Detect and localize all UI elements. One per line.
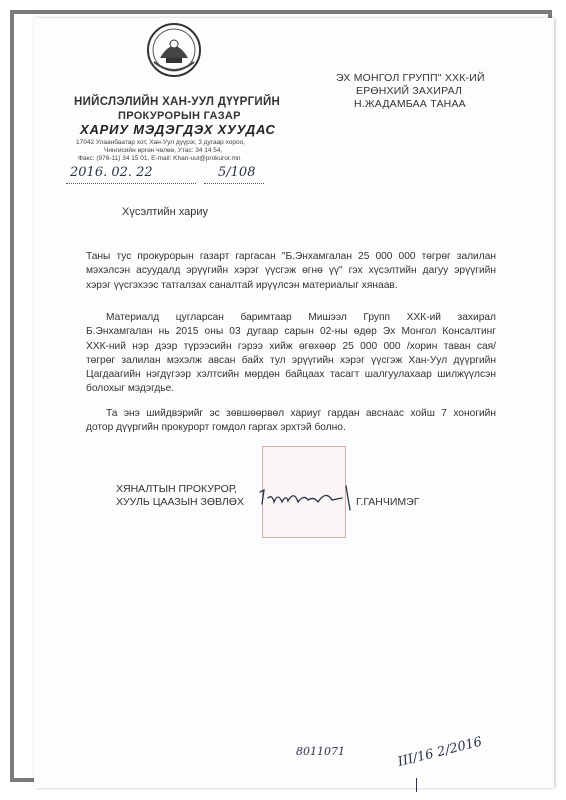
ink-mark bbox=[416, 778, 425, 792]
body-paragraph bbox=[86, 250, 496, 293]
signatory-title: ХУУЛЬ ЦААЗЫН ЗӨВЛӨХ bbox=[116, 496, 244, 508]
paragraph-line: дотор дүүргийн прокурорт гомдол гаргах эрхтэй болно. bbox=[86, 422, 346, 434]
paragraph-line: Материалд цугларсан баримтаар Мишээл Групп ХХК-ий захирал bbox=[106, 312, 496, 323]
handwritten-document-number: 5/108 bbox=[218, 165, 256, 180]
letter-subject: Хүсэлтийн хариу bbox=[122, 206, 208, 218]
handwritten-note: III/16 2/2016 bbox=[396, 734, 484, 770]
paragraph-line: Та энэ шийдвэрийг эс зөвшөөрвөл хариуг гардан авснаас хойш 7 хоногийн bbox=[106, 408, 496, 419]
address-line: Чингисийн өргөн чөлөө, Утас: 34 14 54, bbox=[104, 147, 223, 154]
recipient-position: ЕРӨНХИЙ ЗАХИРАЛ bbox=[356, 85, 463, 97]
paragraph-line: Б.Энхамгалан нь 2015 оны 03 дугаар сарын 02-ны өдөр Эх Монгол Консалтинг bbox=[86, 326, 496, 338]
paragraph-line: болохыг мэдэгдье. bbox=[86, 383, 175, 395]
date-underline bbox=[66, 183, 196, 185]
paragraph-line: хэрэг үүсгэхээс татгалзах саналтай ирүүлсэн материалыг хянаав. bbox=[86, 279, 398, 291]
recipient-name: Н.ЖАДАМБАА ТАНАА bbox=[354, 98, 466, 110]
state-emblem-icon bbox=[146, 22, 202, 78]
contact-line: Факс: (976-11) 34 15 01, E-mail: Khan-uul@prokuror.mn bbox=[78, 155, 241, 162]
address-line: 17042 Улаанбаатар хот, Хан-Уул дүүрэг, 3 дугаар хороо, bbox=[76, 139, 246, 146]
paragraph-line: ХХК-ний нэр дээр түрээсийн гэрээ хийж өгөхөөр 25 000 000 /хорин таван сая/ bbox=[86, 340, 496, 352]
body-paragraph bbox=[86, 311, 496, 397]
number-underline bbox=[204, 183, 264, 185]
handwritten-signature bbox=[258, 484, 358, 514]
paragraph-line: Таны тус прокурорын газарт гаргасан "Б.Энхамгалан 25 000 000 төгрөг залилан bbox=[86, 251, 496, 262]
paragraph-line: төгрөг залилан мэхэлж авсан байх тул эрүүгийн хэрэг үүсгэж Хан-Уул дүүргийн bbox=[86, 354, 496, 366]
handwritten-date: 2016. 02. 22 bbox=[70, 165, 153, 180]
signatory-name: Г.ГАНЧИМЭГ bbox=[356, 496, 420, 508]
organization-subname: ПРОКУРОРЫН ГАЗАР bbox=[118, 110, 241, 122]
signatory-title: ХЯНАЛТЫН ПРОКУРОР, bbox=[116, 483, 237, 495]
document-type-title: ХАРИУ МЭДЭГДЭХ ХУУДАС bbox=[80, 122, 276, 137]
paragraph-line: Цагдаагийн нэгдүгээр хэлтсийн мөрдөн байцаах тасагт шалгуулахаар шилжүүлсэн bbox=[86, 369, 496, 381]
body-paragraph bbox=[86, 407, 496, 436]
organization-name: НИЙСЛЭЛИЙН ХАН-УУЛ ДҮҮРГИЙН bbox=[74, 96, 281, 108]
recipient-company: ЭХ МОНГОЛ ГРУПП" ХХК-ИЙ bbox=[336, 72, 485, 84]
registration-number: 8011071 bbox=[296, 745, 345, 758]
paragraph-line: мэхэлсэн асуудалд эрүүгийн хэрэг үүсгэж өгнө үү" гэх хүсэлтийн дагуу эрүүгийн bbox=[86, 265, 496, 277]
